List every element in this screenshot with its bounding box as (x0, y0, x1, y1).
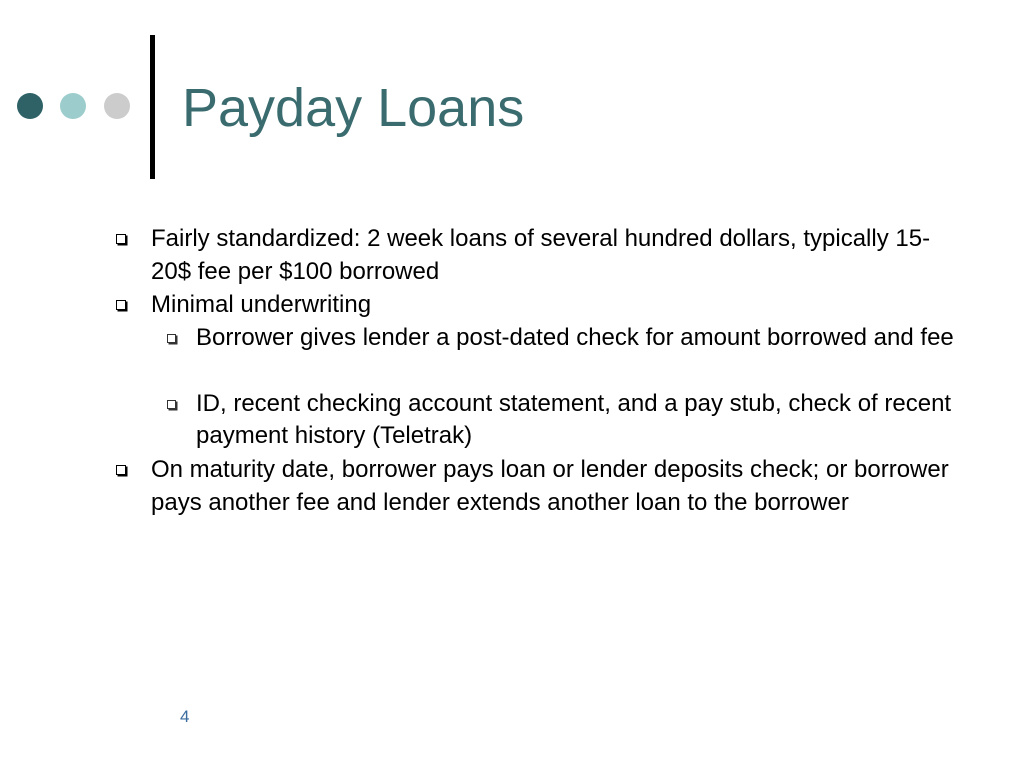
page-number: 4 (180, 707, 190, 726)
bullet-text: Fairly standardized: 2 week loans of several hundred dollars, typically 15-20$ fee per $100 borrowed (151, 225, 931, 285)
sub-bullet-item (196, 388, 956, 452)
square-bullet-icon (116, 465, 126, 475)
decorative-dot-dark (17, 93, 43, 119)
bullet-item (151, 288, 961, 321)
bullet-item (151, 222, 961, 288)
square-bullet-icon (116, 234, 126, 244)
decorative-dot-light (60, 93, 86, 119)
bullet-text: Minimal underwriting (151, 291, 372, 318)
square-bullet-icon (167, 334, 176, 343)
title-divider-bar (150, 35, 155, 179)
decorative-dot-gray (104, 93, 130, 119)
square-bullet-icon (167, 400, 176, 409)
sub-bullet-text: ID, recent checking account statement, and a pay stub, check of recent payment history (Teletrak) (196, 390, 952, 449)
sub-bullet-text: Borrower gives lender a post-dated check for amount borrowed and fee (196, 324, 954, 351)
bullet-item (151, 453, 961, 519)
sub-bullet-item (196, 322, 956, 354)
square-bullet-icon (116, 300, 126, 310)
slide-title: Payday Loans (182, 78, 525, 138)
bullet-text: On maturity date, borrower pays loan or lender deposits check; or borrower pays another fee and lender extends another loan to the borrower (151, 456, 949, 516)
